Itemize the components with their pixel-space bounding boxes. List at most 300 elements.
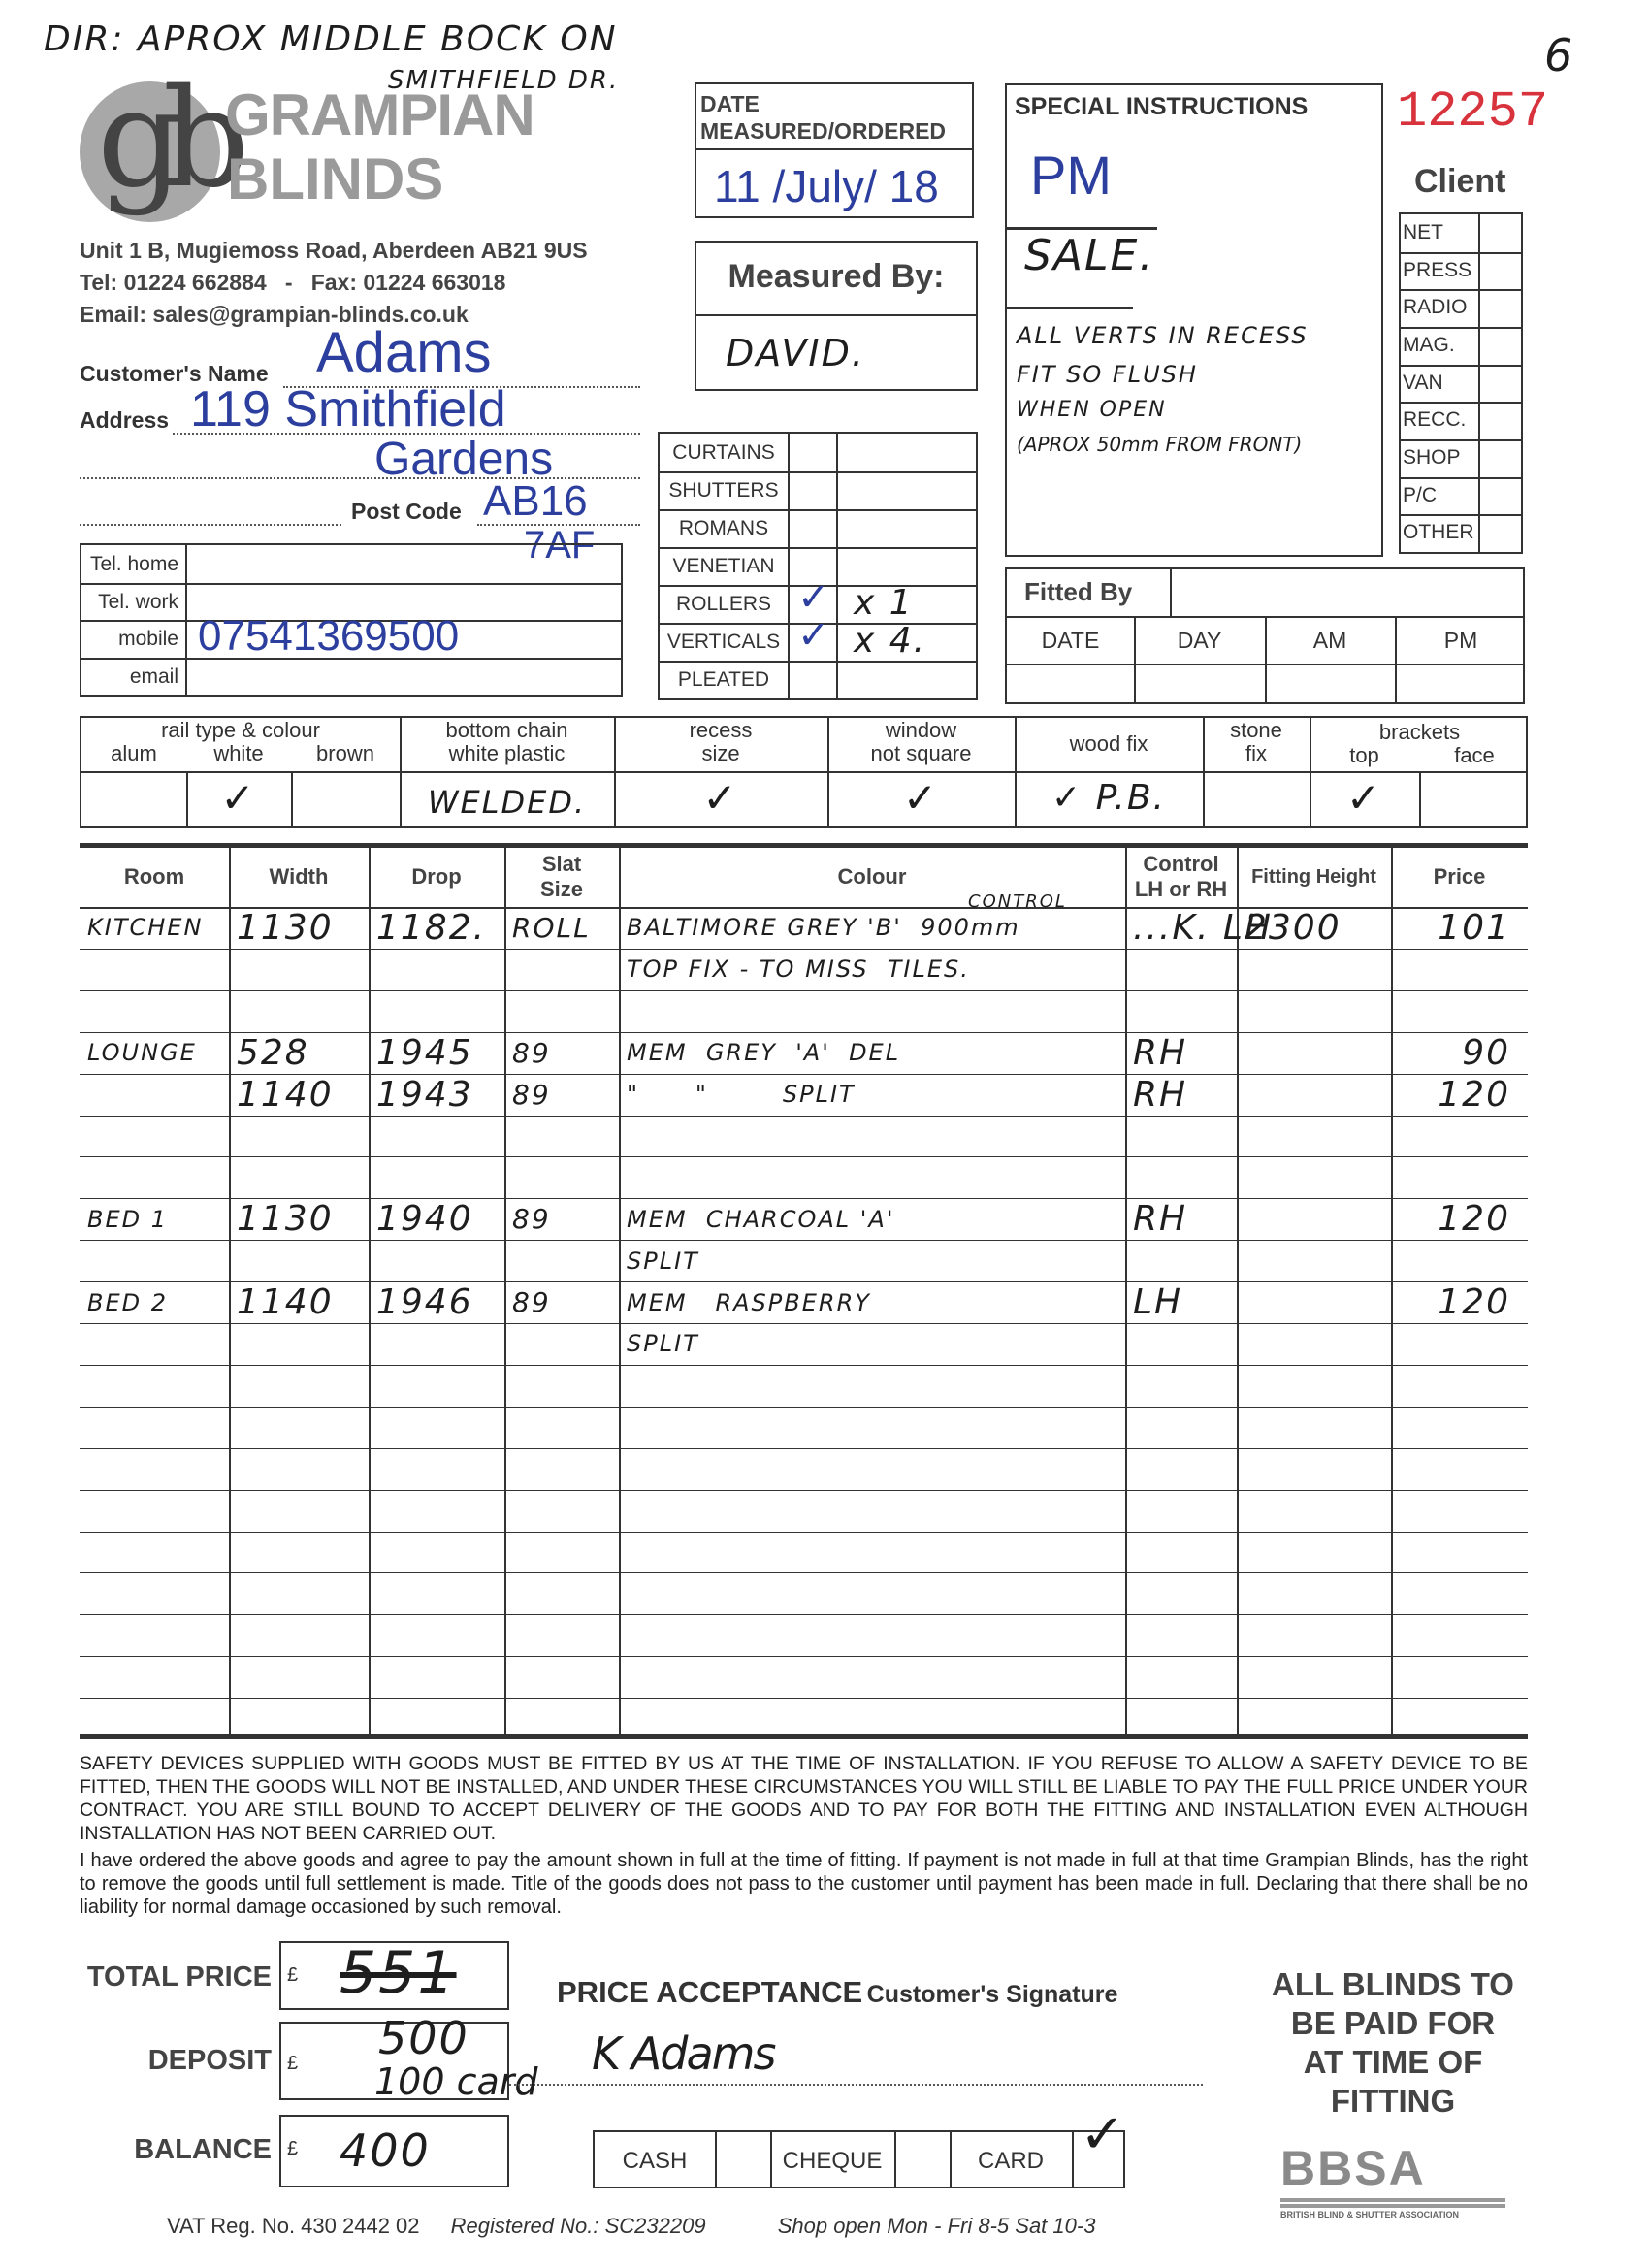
chain-label-1: bottom chain [445, 718, 568, 742]
cell-room[interactable] [80, 1614, 229, 1656]
recess-check[interactable]: ✓ [702, 774, 739, 822]
cell-slat[interactable] [504, 1532, 619, 1573]
table-row[interactable] [80, 1614, 1528, 1656]
client-source-option[interactable]: VAN [1403, 371, 1443, 394]
product-type-label: CURTAINS [672, 441, 775, 464]
table-row[interactable] [80, 1532, 1528, 1573]
cell-width[interactable] [229, 990, 369, 1032]
currency-symbol: £ [287, 2053, 299, 2074]
phone-label: Tel. home [89, 553, 178, 575]
cell-fitting[interactable] [1237, 1032, 1391, 1074]
cell-width[interactable] [229, 1656, 369, 1698]
cell-colour[interactable] [619, 1407, 1125, 1448]
table-row[interactable] [80, 1032, 1528, 1074]
rail-type-label: rail type & colour [161, 718, 320, 742]
bbsa-tagline: BRITISH BLIND & SHUTTER ASSOCIATION [1280, 2210, 1459, 2219]
table-row[interactable] [80, 990, 1528, 1032]
payment-card[interactable]: CARD [977, 2148, 1044, 2174]
cell-price[interactable] [1391, 990, 1528, 1032]
column-header-drop [369, 847, 504, 907]
cell-control[interactable]: RH [1133, 1074, 1188, 1115]
product-type-label: VERTICALS [666, 631, 781, 653]
cell-width[interactable] [229, 1323, 369, 1365]
product-type-label: SHUTTERS [668, 479, 779, 502]
cell-colour[interactable]: MEM GREY 'A' DEL [627, 1039, 901, 1067]
phone-value[interactable]: 07541369500 [198, 612, 460, 660]
cell-fitting[interactable] [1237, 1532, 1391, 1573]
agreement-terms: I have ordered the above goods and agree to pay the amount shown in full at the time of fitting. If payment is not made in full at that time Grampian Blinds, has the right to remove the goods until full settlement is made. Title of the goods does not pass to the customer until payment has been made in full. Declaring that there shall be no liability for normal damage occasioned by such removal. [80, 1850, 1528, 1918]
product-type-label: VENETIAN [672, 555, 775, 577]
company-tel: Tel: 01224 662884 [80, 270, 267, 295]
chain-value[interactable]: WELDED. [427, 784, 587, 821]
payment-cheque[interactable]: CHEQUE [782, 2148, 883, 2174]
cell-width[interactable] [229, 1572, 369, 1614]
cell-control[interactable] [1125, 1240, 1237, 1281]
cell-colour[interactable] [619, 1448, 1125, 1490]
cell-room[interactable] [80, 1572, 229, 1614]
cell-slat[interactable] [504, 1448, 619, 1490]
payment-notice [1238, 1965, 1548, 2121]
date-label-line2: MEASURED/ORDERED [700, 118, 947, 144]
column-header-price [1391, 847, 1528, 907]
cell-colour[interactable] [619, 1156, 1125, 1198]
cell-slat[interactable] [504, 1156, 619, 1198]
client-source-option[interactable]: SHOP [1403, 446, 1461, 469]
cell-room[interactable] [80, 1323, 229, 1365]
address-label: Address [80, 407, 170, 433]
client-source-option[interactable]: PRESS [1403, 258, 1472, 281]
table-row[interactable] [80, 1490, 1528, 1532]
cell-price[interactable]: 120 [1438, 1074, 1510, 1115]
product-type-label: ROMANS [678, 517, 769, 539]
cell-room[interactable] [80, 1532, 229, 1573]
cell-control[interactable] [1125, 1572, 1237, 1614]
cell-slat[interactable]: 89 [512, 1078, 551, 1111]
cell-price[interactable] [1391, 1490, 1528, 1532]
stone-label-2: fix [1245, 741, 1267, 765]
balance-label: BALANCE [134, 2134, 272, 2165]
special-instructions-label: SPECIAL INSTRUCTIONS [1015, 93, 1309, 120]
table-row[interactable] [80, 1572, 1528, 1614]
total-price-field[interactable] [279, 1941, 509, 2010]
client-source-option[interactable]: OTHER [1403, 521, 1474, 544]
table-row[interactable] [80, 1656, 1528, 1698]
payment-cash[interactable]: CASH [622, 2148, 688, 2174]
cell-fitting[interactable] [1237, 1116, 1391, 1157]
table-row[interactable] [80, 1407, 1528, 1448]
cell-slat[interactable] [504, 1572, 619, 1614]
cell-slat[interactable] [504, 990, 619, 1032]
cell-drop[interactable] [369, 1532, 504, 1573]
cell-slat[interactable] [504, 1365, 619, 1407]
cell-fitting[interactable] [1237, 1240, 1391, 1281]
product-check[interactable]: ✓ [797, 576, 830, 619]
cell-slat[interactable] [504, 1323, 619, 1365]
balance-value: 400 [340, 2124, 431, 2177]
client-label: Client [1414, 163, 1506, 200]
cell-price[interactable] [1391, 949, 1528, 990]
cell-width[interactable]: 1140 [237, 1074, 334, 1115]
cell-drop[interactable]: 1945 [376, 1032, 473, 1073]
directions-note-line2: SMITHFIELD DR. [388, 66, 620, 95]
address-line2[interactable]: Gardens [374, 434, 554, 485]
price-acceptance-label: PRICE ACCEPTANCE [557, 1975, 863, 2009]
instruction-line[interactable]: PM [1030, 145, 1112, 206]
cell-control[interactable] [1125, 1116, 1237, 1157]
cell-price[interactable] [1391, 1656, 1528, 1698]
phone-label: Tel. work [98, 590, 178, 613]
cell-drop[interactable]: 1182. [376, 907, 487, 948]
cell-width[interactable] [229, 1365, 369, 1407]
cell-control[interactable]: ...K. LH [1133, 907, 1273, 948]
cell-colour[interactable] [619, 1532, 1125, 1573]
cell-room[interactable] [80, 1365, 229, 1407]
table-row[interactable] [80, 949, 1528, 990]
cell-room[interactable] [80, 1116, 229, 1157]
instruction-line[interactable]: ALL VERTS IN RECESS [1017, 322, 1309, 349]
cell-room[interactable] [80, 1240, 229, 1281]
cell-colour[interactable] [619, 1365, 1125, 1407]
table-row[interactable] [80, 1198, 1528, 1240]
cell-room[interactable] [80, 1156, 229, 1198]
cell-fitting[interactable] [1237, 1698, 1391, 1739]
table-row[interactable] [80, 1448, 1528, 1490]
cell-fitting[interactable] [1237, 1614, 1391, 1656]
company-name-line1: GRAMPIAN [225, 82, 534, 147]
cell-colour[interactable]: SPLIT [627, 1330, 699, 1358]
fitted-by-label: Fitted By [1024, 577, 1133, 606]
customer-name-value[interactable]: Adams [316, 321, 492, 384]
company-name-line2: BLINDS [227, 146, 444, 211]
rail-alum-label: alum [111, 741, 157, 765]
deposit-field[interactable] [279, 2012, 538, 2103]
cell-room[interactable] [80, 1448, 229, 1490]
cell-width[interactable]: 528 [237, 1032, 309, 1073]
cell-width[interactable] [229, 1532, 369, 1573]
deposit-label: DEPOSIT [147, 2045, 272, 2076]
cell-width[interactable] [229, 1156, 369, 1198]
measured-by-value[interactable]: DAVID. [726, 332, 865, 374]
cell-price[interactable] [1391, 1407, 1528, 1448]
rail-white-label: white [213, 741, 264, 765]
column-header-slat [504, 847, 619, 907]
cell-room[interactable] [80, 1656, 229, 1698]
cell-price[interactable] [1391, 1698, 1528, 1739]
bbsa-logo-text: BBSA [1280, 2141, 1426, 2195]
cell-control[interactable] [1125, 1448, 1237, 1490]
cell-drop[interactable] [369, 990, 504, 1032]
cell-slat[interactable] [504, 1407, 619, 1448]
product-table [658, 432, 978, 700]
cell-slat[interactable] [504, 1698, 619, 1739]
cell-room[interactable] [80, 990, 229, 1032]
cell-price[interactable] [1391, 1156, 1528, 1198]
cell-room[interactable] [80, 1407, 229, 1448]
phone-label: email [129, 664, 178, 688]
cell-fitting[interactable] [1237, 1407, 1391, 1448]
table-row[interactable] [80, 1156, 1528, 1198]
card-checkmark[interactable]: ✓ [1080, 2103, 1127, 2166]
cell-drop[interactable] [369, 1323, 504, 1365]
fitted-am-header: AM [1312, 628, 1347, 653]
cell-control[interactable] [1125, 1365, 1237, 1407]
cell-price[interactable]: 90 [1462, 1032, 1510, 1073]
cell-colour[interactable] [619, 1614, 1125, 1656]
cell-fitting[interactable] [1237, 1281, 1391, 1323]
date-value[interactable]: 11 /July/ 18 [714, 161, 939, 211]
instruction-line[interactable]: SALE. [1024, 231, 1155, 280]
phone-table [80, 543, 623, 697]
instruction-line[interactable]: FIT SO FLUSH [1017, 361, 1198, 388]
cell-control[interactable] [1125, 949, 1237, 990]
column-header-text: Fitting Height [1251, 866, 1376, 888]
product-qty[interactable]: x 4. [854, 621, 927, 661]
cell-drop[interactable] [369, 1490, 504, 1532]
wood-fix-label: wood fix [1069, 731, 1148, 756]
column-header-text: Width [269, 864, 329, 889]
product-check[interactable]: ✓ [797, 614, 830, 657]
cell-control[interactable]: RH [1133, 1199, 1188, 1240]
client-source-option[interactable]: RADIO [1403, 296, 1468, 319]
cell-drop[interactable]: 1940 [376, 1199, 473, 1240]
cell-fitting[interactable]: 2300 [1245, 907, 1342, 948]
shop-hours: Shop open Mon - Fri 8-5 Sat 10-3 [777, 2214, 1096, 2238]
cell-drop[interactable]: 1946 [376, 1282, 473, 1323]
cell-drop[interactable]: 1943 [376, 1074, 473, 1115]
cell-slat[interactable]: ROLL [512, 911, 591, 944]
cell-drop[interactable] [369, 1614, 504, 1656]
cell-drop[interactable] [369, 1448, 504, 1490]
cell-price[interactable] [1391, 1614, 1528, 1656]
instruction-line[interactable]: (APROX 50mm FROM FRONT) [1017, 433, 1303, 456]
column-header-room [80, 847, 229, 907]
deposit-value: 500 [378, 2012, 469, 2064]
address-line1[interactable]: 119 Smithfield [190, 381, 506, 437]
product-type-label: PLEATED [677, 668, 770, 691]
cell-width[interactable] [229, 1116, 369, 1157]
column-header-text: Control [1143, 852, 1219, 876]
cell-fitting[interactable] [1237, 1656, 1391, 1698]
cell-room[interactable]: BED 1 [87, 1205, 169, 1233]
measured-by-label: Measured By: [728, 258, 945, 295]
cell-width[interactable]: 1130 [237, 907, 334, 948]
company-email: Email: sales@grampian-blinds.co.uk [80, 302, 469, 327]
brackets-top-label: top [1349, 743, 1379, 767]
cell-drop[interactable] [369, 1698, 504, 1739]
cell-room[interactable] [80, 1074, 229, 1116]
table-row[interactable] [80, 1240, 1528, 1281]
currency-symbol: £ [287, 2138, 299, 2159]
cell-width[interactable] [229, 1448, 369, 1490]
cell-slat[interactable]: 89 [512, 1286, 551, 1319]
fitted-date-header: DATE [1041, 628, 1100, 653]
fitted-pm-header: PM [1443, 628, 1478, 653]
cell-slat[interactable] [504, 1116, 619, 1157]
cell-colour[interactable] [619, 1698, 1125, 1739]
table-row[interactable] [80, 1281, 1528, 1323]
currency-symbol: £ [287, 1964, 299, 1986]
cell-colour[interactable] [619, 1572, 1125, 1614]
cell-control[interactable] [1125, 1532, 1237, 1573]
customer-name-label: Customer's Name [80, 361, 269, 386]
cell-price[interactable] [1391, 1572, 1528, 1614]
cell-price[interactable]: 120 [1438, 1282, 1510, 1323]
cell-price[interactable] [1391, 1240, 1528, 1281]
order-lines-table [80, 843, 1528, 1739]
cell-width[interactable] [229, 1490, 369, 1532]
rail-white-check[interactable]: ✓ [220, 774, 257, 822]
client-source-option[interactable]: RECC. [1403, 408, 1467, 432]
cell-fitting[interactable] [1237, 1448, 1391, 1490]
cell-drop[interactable] [369, 1365, 504, 1407]
cell-room[interactable]: BED 2 [87, 1288, 169, 1316]
column-header-fitting [1237, 847, 1391, 907]
cell-control[interactable] [1125, 1614, 1237, 1656]
brackets-top-check[interactable]: ✓ [1345, 774, 1383, 822]
cell-width[interactable]: 1140 [237, 1282, 334, 1323]
cell-colour[interactable]: MEM CHARCOAL 'A' [627, 1205, 895, 1233]
notice-line: FITTING [1330, 2083, 1456, 2119]
stone-label-1: stone [1230, 718, 1282, 742]
cell-colour[interactable]: " " SPLIT [627, 1081, 856, 1109]
cell-slat[interactable] [504, 1490, 619, 1532]
cell-colour[interactable]: SPLIT [627, 1247, 699, 1275]
cell-room[interactable]: LOUNGE [87, 1039, 197, 1067]
cell-slat[interactable] [504, 949, 619, 990]
date-label-line1: DATE [700, 91, 760, 116]
cell-fitting[interactable] [1237, 1365, 1391, 1407]
cell-room[interactable] [80, 949, 229, 990]
cell-colour[interactable] [619, 990, 1125, 1032]
table-row[interactable] [80, 1323, 1528, 1365]
table-row[interactable] [80, 1116, 1528, 1157]
cell-slat[interactable]: 89 [512, 1036, 551, 1069]
cell-drop[interactable] [369, 1572, 504, 1614]
column-header-width [229, 847, 369, 907]
cell-price[interactable]: 101 [1438, 907, 1510, 948]
cell-fitting[interactable] [1237, 1074, 1391, 1116]
separator: - [284, 270, 293, 295]
cell-colour[interactable]: TOP FIX - TO MISS TILES. [627, 956, 970, 984]
cell-drop[interactable] [369, 1656, 504, 1698]
cell-price[interactable] [1391, 1448, 1528, 1490]
cell-room[interactable]: KITCHEN [87, 914, 204, 942]
cell-control[interactable] [1125, 1656, 1237, 1698]
column-header-text: Slat [541, 852, 582, 876]
cell-room[interactable] [80, 1490, 229, 1532]
table-row[interactable] [80, 1698, 1528, 1739]
cell-width[interactable] [229, 1614, 369, 1656]
fitted-by-table [1005, 567, 1525, 704]
cell-control[interactable] [1125, 1698, 1237, 1739]
notice-line: BE PAID FOR [1290, 2005, 1496, 2041]
client-source-option[interactable]: NET [1403, 221, 1443, 243]
cell-price[interactable] [1391, 1116, 1528, 1157]
notice-line: ALL BLINDS TO [1272, 1966, 1514, 2002]
cell-fitting[interactable] [1237, 1572, 1391, 1614]
cell-control[interactable]: RH [1133, 1032, 1188, 1073]
client-source-option[interactable]: MAG. [1403, 334, 1455, 356]
cell-colour[interactable] [619, 1656, 1125, 1698]
window-check[interactable]: ✓ [902, 774, 940, 822]
cell-fitting[interactable] [1237, 949, 1391, 990]
product-qty[interactable]: x 1 [854, 583, 914, 623]
wood-fix-value[interactable]: ✓ P.B. [1051, 778, 1166, 818]
cell-width[interactable] [229, 1698, 369, 1739]
cell-slat[interactable]: 89 [512, 1203, 551, 1236]
postcode-line1[interactable]: AB16 [483, 477, 588, 525]
cell-slat[interactable] [504, 1656, 619, 1698]
cell-slat[interactable] [504, 1240, 619, 1281]
cell-price[interactable] [1391, 1532, 1528, 1573]
vat-number: VAT Reg. No. 430 2442 02 [167, 2214, 420, 2238]
cell-control[interactable] [1125, 990, 1237, 1032]
table-row[interactable] [80, 891, 1528, 949]
table-row[interactable] [80, 1074, 1528, 1116]
cell-control[interactable] [1125, 1407, 1237, 1448]
column-header-control [1125, 847, 1237, 907]
brackets-label: brackets [1378, 720, 1461, 744]
cell-control[interactable] [1125, 1490, 1237, 1532]
bbsa-logo [1280, 2140, 1505, 2219]
cell-fitting[interactable] [1237, 1198, 1391, 1240]
cell-control[interactable]: LH [1133, 1282, 1183, 1323]
total-price-value: 551 [340, 1939, 457, 2007]
rail-brown-label: brown [316, 741, 374, 765]
cell-price[interactable] [1391, 1323, 1528, 1365]
cell-drop[interactable] [369, 1240, 504, 1281]
instruction-line[interactable]: WHEN OPEN [1017, 398, 1167, 422]
cell-width[interactable] [229, 1407, 369, 1448]
table-row[interactable] [80, 1365, 1528, 1407]
cell-control[interactable] [1125, 1323, 1237, 1365]
cell-fitting[interactable] [1237, 1490, 1391, 1532]
cell-price[interactable]: 120 [1438, 1199, 1510, 1240]
deposit-note: 100 card [374, 2060, 538, 2103]
signature-label: Customer's Signature [866, 1981, 1118, 2008]
cell-drop[interactable] [369, 949, 504, 990]
cell-colour[interactable]: BALTIMORE GREY 'B' 900mm [627, 914, 1020, 942]
cell-colour[interactable] [619, 1490, 1125, 1532]
cell-slat[interactable] [504, 1614, 619, 1656]
postcode-line2[interactable]: 7AF [524, 524, 596, 567]
cell-room[interactable] [80, 1698, 229, 1739]
cell-fitting[interactable] [1237, 990, 1391, 1032]
cell-control[interactable] [1125, 1156, 1237, 1198]
registered-number: Registered No.: SC232209 [450, 2214, 706, 2238]
directions-note-line1: DIR: APROX MIDDLE BOCK ON [44, 19, 618, 59]
footer [167, 2214, 1095, 2239]
cell-colour[interactable]: MEM RASPBERRY [627, 1288, 871, 1316]
cell-price[interactable] [1391, 1365, 1528, 1407]
cell-colour[interactable] [619, 1116, 1125, 1157]
cell-width[interactable]: 1130 [237, 1199, 334, 1240]
order-number: 12257 [1397, 83, 1549, 141]
fitted-day-header: DAY [1177, 628, 1222, 653]
cell-width[interactable] [229, 949, 369, 990]
cell-drop[interactable] [369, 1116, 504, 1157]
customer-signature[interactable]: K Adams [592, 2027, 775, 2080]
payment-method-table [593, 2103, 1127, 2188]
cell-fitting[interactable] [1237, 1323, 1391, 1365]
cell-drop[interactable] [369, 1407, 504, 1448]
cell-width[interactable] [229, 1240, 369, 1281]
balance-field[interactable] [279, 2115, 509, 2187]
client-source-option[interactable]: P/C [1403, 483, 1438, 506]
cell-fitting[interactable] [1237, 1156, 1391, 1198]
window-label-2: not square [870, 741, 972, 765]
cell-drop[interactable] [369, 1156, 504, 1198]
